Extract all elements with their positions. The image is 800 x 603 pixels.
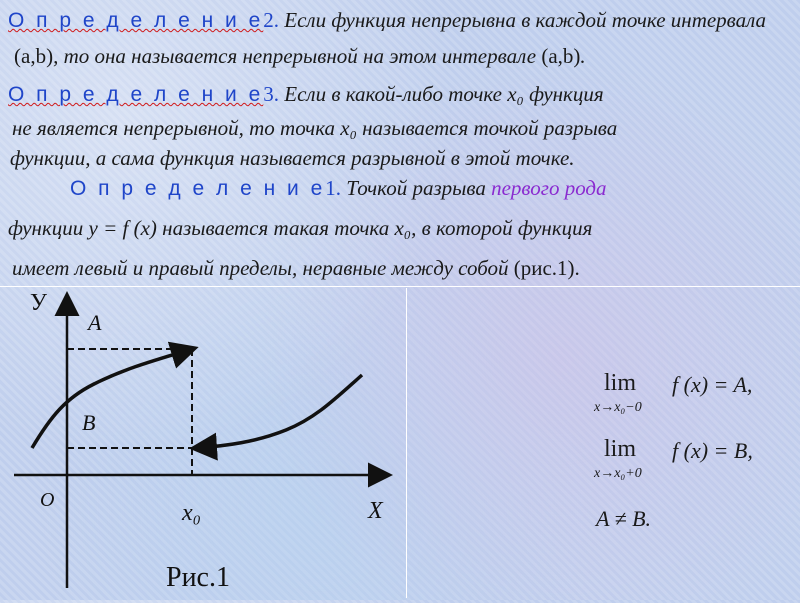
frame-divider [0,286,800,287]
right-lim-word: lim [604,436,637,462]
definition1-text-part1: Точкой разрыва [341,176,492,200]
definition3-line2-part2: называется точкой разрыва [356,116,618,140]
left-lim-word: lim [604,370,637,396]
label-b: B [82,410,96,435]
definition2-number: 2. [263,8,280,32]
definition3-line3-text: функции, а сама функция называется разрывной в этой точке. [10,146,575,170]
definition3-line1 [8,82,604,107]
definition1-line2-point: x₀ [394,216,412,240]
right-limit [594,436,794,486]
definition2-line2 [14,44,586,69]
definition3-text-part1: Если в какой-либо точке [279,82,508,106]
right-branch-curve [196,375,362,448]
definition3-line2-part1: не является непрерывной, то точка [12,116,341,140]
definition3-point: x₀ [507,82,524,106]
left-lim-subscript: x→x₀−0 [594,400,642,415]
right-limit-expression: f (x) = B, [672,438,753,463]
left-branch-curve [32,349,192,448]
definition1-line2-part2: называется такая точка [156,216,395,240]
definition2-text-part2: , то она называется непрерывной на этом интервале [53,44,542,68]
x-axis-label: X [368,498,383,524]
right-lim-subscript: x→x₀+0 [594,466,642,481]
inequality: A ≠ B. [596,506,652,531]
origin-label: О [40,489,55,511]
definition1-line2-part1: функции [8,216,89,240]
definition3-line3 [10,146,575,171]
definition2-line1 [8,8,766,33]
definition3-text-part2: функция [523,82,604,106]
function-notation: y = f (x) [88,216,157,240]
interval-notation-ab-end: (a,b) [541,44,581,68]
first-kind-highlight: первого рода [491,176,607,200]
definition1-line3 [12,256,580,281]
definition2-text-part1: Если функция непрерывна в каждой точке интервала [279,8,767,32]
figure-reference: (рис.1). [513,256,580,280]
left-limit [594,370,794,420]
definition3-number: 3. [263,82,280,106]
x0-label: x₀ [182,500,201,526]
interval-notation-ab: (a,b) [14,44,54,68]
figure-panel [6,288,407,598]
definition1-line2-part3: , в которой функция [411,216,593,240]
left-limit-expression: f (x) = A, [672,372,753,397]
figure-caption: Рис.1 [166,562,230,593]
discontinuity-graph [6,288,406,598]
definition2-heading: О п р е д е л е н и е [8,9,264,32]
definition3-line2 [12,116,617,141]
definition1-line1 [70,176,607,201]
definition2-period: . [580,44,586,68]
definition1-number: 1. [325,176,342,200]
y-axis-label: У [30,290,47,316]
definition1-heading: О п р е д е л е н и е [70,177,326,200]
definition1-line2 [8,216,592,241]
label-a: A [88,310,102,335]
definition3-heading: О п р е д е л е н и е [8,83,264,106]
definition3-line2-point: x₀ [340,116,357,140]
definition1-line3-text: имеет левый и правый пределы, неравные между собой [12,256,514,280]
